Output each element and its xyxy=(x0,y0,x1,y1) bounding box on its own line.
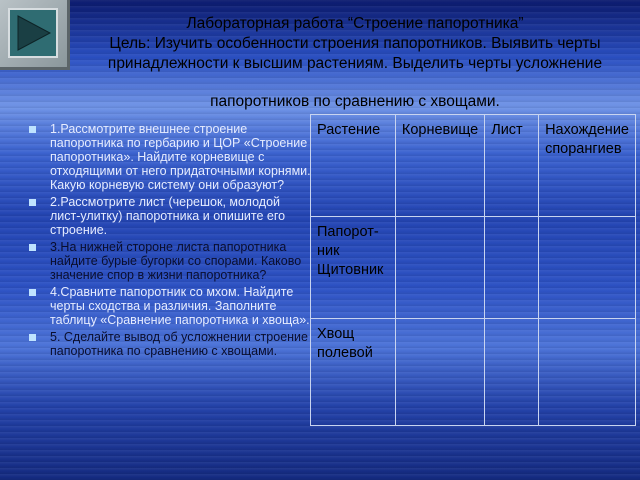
play-button[interactable] xyxy=(0,0,70,70)
row-plant-species: полевой xyxy=(317,345,373,361)
comparison-table xyxy=(310,114,636,426)
goal-line-2: принадлежности к высшим растениям. Выделить черты усложнение xyxy=(107,55,603,72)
header-sporangia: Нахождение спорангиев xyxy=(539,115,636,217)
row-plant-species: Щитовник xyxy=(317,262,384,278)
slide-title: Лабораторная работа “Строение папоротника” xyxy=(186,15,524,32)
header-rhizome: Корневище xyxy=(395,115,484,217)
row-plant-cell xyxy=(311,217,396,319)
row-plant-name: Папорот-ник xyxy=(317,224,379,259)
row-rhizome-cell[interactable] xyxy=(395,217,484,319)
row-plant-name: Хвощ xyxy=(317,326,355,342)
row-leaf-cell[interactable] xyxy=(485,217,539,319)
task-item-1: 1.Рассмотрите внешнее строение папоротника по гербарию и ЦОР «Строение папоротника». Найдите корневище с отходящими от него придаточными корнями. Какую корневую систему они образуют? xyxy=(22,122,312,192)
table-header-row xyxy=(311,115,636,217)
goal-line-1: Цель: Изучить особенности строения папоротников. Выявить черты xyxy=(109,35,601,52)
task-list xyxy=(22,122,312,361)
goal-line-3: папоротников по сравнению с хвощами. xyxy=(210,93,500,110)
task-item-5: 5. Сделайте вывод об усложнении строение папоротника по сравнению с хвощами. xyxy=(22,330,312,358)
table-row xyxy=(311,319,636,426)
task-item-3: 3.На нижней стороне листа папоротника найдите бурые бугорки со спорами. Каково значение спор в жизни папоротника? xyxy=(22,240,312,282)
task-item-2: 2.Рассмотрите лист (черешок, молодой лист-улитку) папоротника и опишите его строение. xyxy=(22,195,312,237)
slide-header xyxy=(75,14,635,112)
table-row xyxy=(311,217,636,319)
row-plant-cell xyxy=(311,319,396,426)
play-button-face[interactable] xyxy=(8,8,58,58)
task-item-4: 4.Сравните папоротник со мхом. Найдите черты сходства и различия. Заполните таблицу «Сравнение папоротника и хвоща». xyxy=(22,285,312,327)
row-rhizome-cell[interactable] xyxy=(395,319,484,426)
header-leaf: Лист xyxy=(485,115,539,217)
play-triangle-icon xyxy=(14,14,52,52)
row-leaf-cell[interactable] xyxy=(485,319,539,426)
row-sporangia-cell[interactable] xyxy=(539,319,636,426)
row-sporangia-cell[interactable] xyxy=(539,217,636,319)
header-plant: Растение xyxy=(311,115,396,217)
